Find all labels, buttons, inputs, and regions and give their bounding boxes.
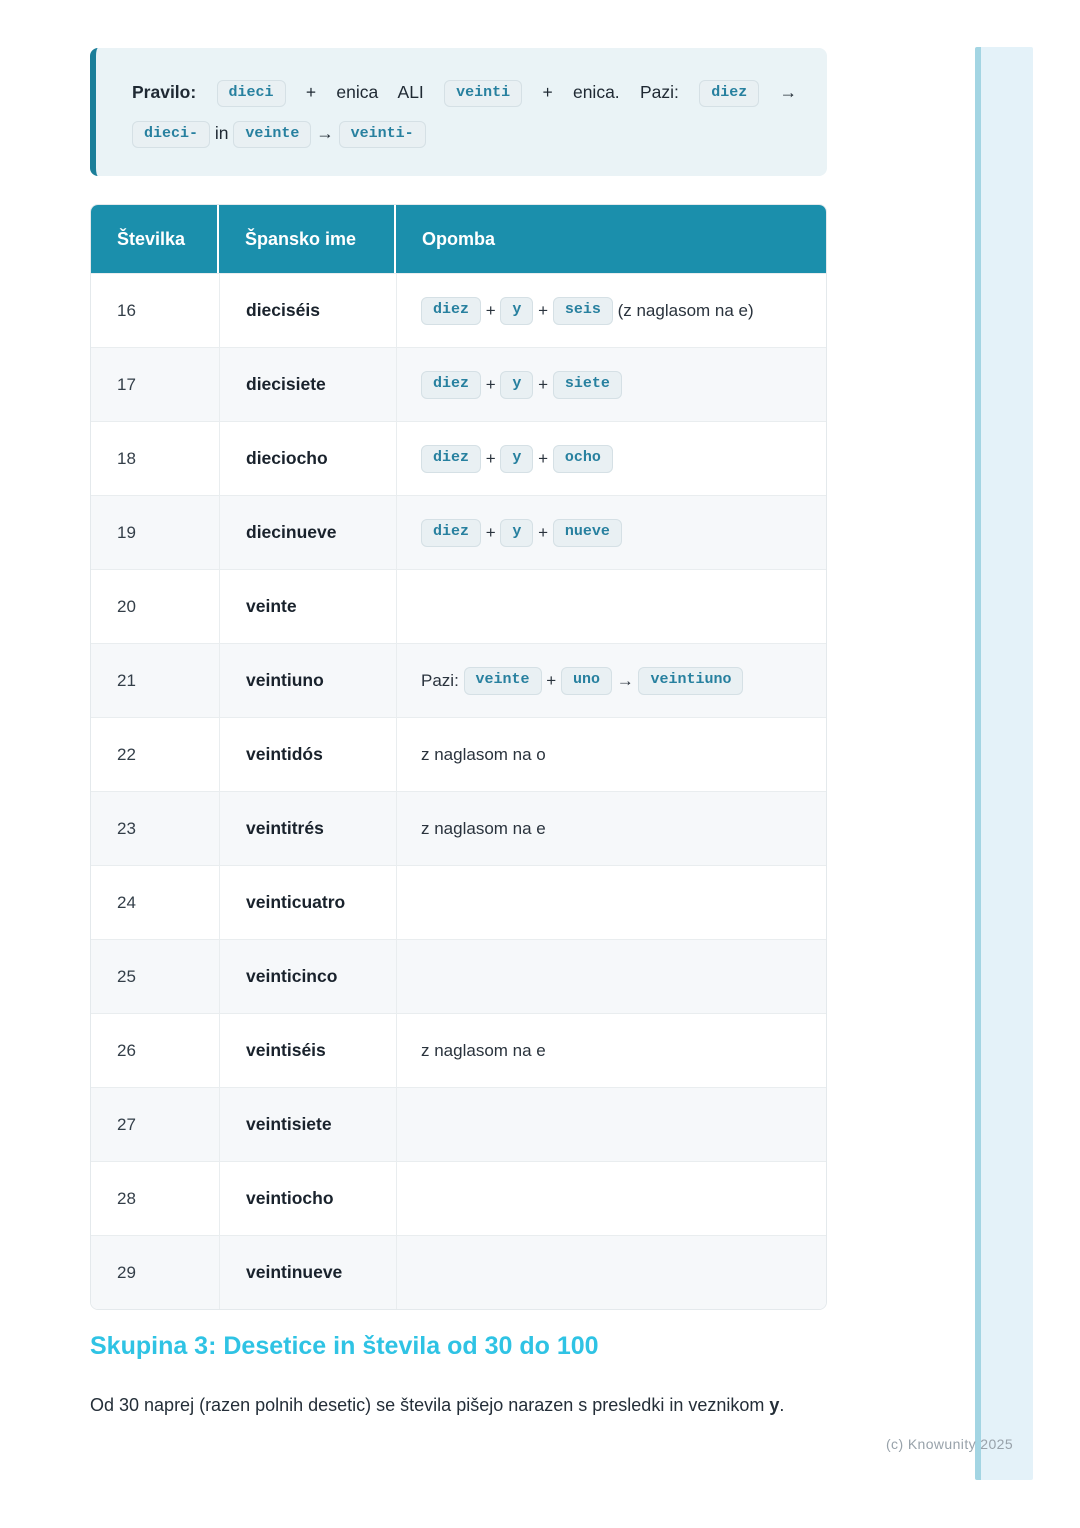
spanish-name: veintidós: [246, 744, 323, 764]
spanish-name-cell: [219, 940, 396, 1013]
code-chip: diez: [421, 297, 481, 325]
note-content: [421, 1033, 546, 1069]
spanish-name: veintitrés: [246, 818, 324, 838]
table-row: [91, 791, 826, 865]
code-chip: dieci-: [132, 121, 210, 149]
table-row: [91, 421, 826, 495]
number-value: 29: [117, 1262, 136, 1282]
note-cell: [396, 1162, 826, 1235]
code-chip: y: [500, 297, 533, 325]
spanish-name-cell: [219, 496, 396, 569]
table-row: [91, 643, 826, 717]
text-run: +: [485, 522, 496, 542]
number-cell: [91, 496, 219, 569]
spanish-name: veintiuno: [246, 670, 324, 690]
code-chip: y: [500, 371, 533, 399]
text-run: +: [538, 448, 549, 468]
table-row: [91, 717, 826, 791]
text-run: + enica. Pazi:: [542, 82, 679, 102]
section-paragraph: [90, 1386, 827, 1425]
number-value: 17: [117, 374, 136, 394]
table-row: [91, 1087, 826, 1161]
code-chip: diez: [421, 445, 481, 473]
text-run: →: [779, 82, 798, 102]
number-value: 24: [117, 892, 136, 912]
bold-text: Pravilo:: [132, 82, 197, 102]
text-run: (z naglasom na e): [617, 300, 754, 320]
table-row: [91, 347, 826, 421]
spanish-name-cell: [219, 718, 396, 791]
number-cell: [91, 274, 219, 347]
text-run: +: [546, 670, 557, 690]
table-body: [91, 273, 826, 1309]
watermark-text: (c) Knowunity 2025: [886, 1436, 1014, 1452]
number-cell: [91, 866, 219, 939]
code-chip: veinte: [464, 667, 542, 695]
rule-callout: [90, 48, 827, 176]
column-header-spansko-ime: Špansko ime: [219, 205, 396, 273]
text-run: +: [485, 448, 496, 468]
number-value: 23: [117, 818, 136, 838]
code-chip: diez: [421, 519, 481, 547]
spanish-name: dieciséis: [246, 300, 320, 320]
spanish-name: veinticuatro: [246, 892, 346, 912]
code-chip: veinti-: [339, 121, 426, 149]
code-chip: seis: [553, 297, 613, 325]
note-cell: [396, 348, 826, 421]
note-content: [421, 811, 546, 847]
rule-line-1: [132, 72, 797, 113]
text-run: Pazi:: [421, 670, 459, 690]
code-chip: y: [500, 445, 533, 473]
text-run: →: [316, 123, 334, 144]
note-cell: [396, 792, 826, 865]
code-chip: veintiuno: [638, 667, 743, 695]
spanish-name: veintinueve: [246, 1262, 343, 1282]
text-run: +: [538, 522, 549, 542]
rule-line-2: [132, 113, 797, 154]
paragraph-bold-y: y: [769, 1395, 780, 1415]
numbers-table: [90, 204, 827, 1310]
section-heading: Skupina 3: Desetice in števila od 30 do 100: [90, 1332, 599, 1360]
note-content: [421, 367, 622, 403]
spanish-name: veintiséis: [246, 1040, 326, 1060]
text-run: +: [538, 300, 549, 320]
table-row: [91, 495, 826, 569]
spanish-name-cell: [219, 1162, 396, 1235]
table-row: [91, 1161, 826, 1235]
spanish-name-cell: [219, 644, 396, 717]
number-value: 21: [117, 670, 136, 690]
code-chip: siete: [553, 371, 622, 399]
number-value: 20: [117, 596, 136, 616]
number-value: 27: [117, 1114, 136, 1134]
number-value: 22: [117, 744, 136, 764]
spanish-name: veinticinco: [246, 966, 338, 986]
number-value: 19: [117, 522, 136, 542]
note-content: [421, 663, 743, 699]
note-cell: [396, 274, 826, 347]
number-cell: [91, 792, 219, 865]
note-cell: [396, 1236, 826, 1309]
number-cell: [91, 348, 219, 421]
code-chip: veinti: [444, 80, 522, 108]
spanish-name-cell: [219, 1014, 396, 1087]
code-chip: ocho: [553, 445, 613, 473]
number-cell: [91, 1236, 219, 1309]
number-cell: [91, 644, 219, 717]
paragraph-period: .: [779, 1395, 785, 1415]
text-run: z naglasom na e: [421, 818, 546, 838]
note-content: [421, 737, 546, 773]
text-run: in: [214, 123, 229, 144]
spanish-name: diecinueve: [246, 522, 337, 542]
code-chip: veinte: [233, 121, 311, 149]
table-header-row: [91, 205, 826, 273]
spanish-name: diecisiete: [246, 374, 326, 394]
table-row: [91, 939, 826, 1013]
spanish-name: dieciocho: [246, 448, 328, 468]
text-run: z naglasom na e: [421, 1040, 546, 1060]
code-chip: diez: [421, 371, 481, 399]
text-run: + enica ALI: [305, 82, 424, 102]
note-cell: [396, 1088, 826, 1161]
text-run: z naglasom na o: [421, 744, 546, 764]
spanish-name-cell: [219, 1088, 396, 1161]
spanish-name-cell: [219, 274, 396, 347]
note-cell: [396, 644, 826, 717]
text-run: +: [538, 374, 549, 394]
note-cell: [396, 940, 826, 1013]
note-content: [421, 515, 622, 551]
note-cell: [396, 422, 826, 495]
text-run: +: [485, 374, 496, 394]
spanish-name-cell: [219, 348, 396, 421]
number-cell: [91, 570, 219, 643]
note-cell: [396, 1014, 826, 1087]
code-chip: y: [500, 519, 533, 547]
code-chip: uno: [561, 667, 612, 695]
number-cell: [91, 1162, 219, 1235]
spanish-name-cell: [219, 422, 396, 495]
note-cell: [396, 496, 826, 569]
text-run: →: [616, 670, 634, 690]
table-row: [91, 569, 826, 643]
spanish-name-cell: [219, 570, 396, 643]
note-cell: [396, 718, 826, 791]
note-content: [421, 293, 754, 329]
number-cell: [91, 940, 219, 1013]
number-value: 16: [117, 300, 136, 320]
column-header-opomba: Opomba: [396, 205, 826, 273]
table-row: [91, 273, 826, 347]
number-cell: [91, 422, 219, 495]
note-cell: [396, 866, 826, 939]
page-margin-bar: [975, 47, 1033, 1480]
number-value: 26: [117, 1040, 136, 1060]
note-cell: [396, 570, 826, 643]
text-run: +: [485, 300, 496, 320]
table-row: [91, 1013, 826, 1087]
number-value: 28: [117, 1188, 136, 1208]
number-value: 18: [117, 448, 136, 468]
code-chip: nueve: [553, 519, 622, 547]
number-cell: [91, 1088, 219, 1161]
number-cell: [91, 718, 219, 791]
code-chip: dieci: [217, 80, 286, 108]
column-header-stevilka: Številka: [91, 205, 219, 273]
spanish-name-cell: [219, 866, 396, 939]
number-value: 25: [117, 966, 136, 986]
spanish-name: veintisiete: [246, 1114, 332, 1134]
code-chip: diez: [699, 80, 759, 108]
table-row: [91, 865, 826, 939]
spanish-name: veinte: [246, 596, 297, 616]
number-cell: [91, 1014, 219, 1087]
table-row: [91, 1235, 826, 1309]
spanish-name-cell: [219, 792, 396, 865]
paragraph-text: Od 30 naprej (razen polnih desetic) se števila pišejo narazen s presledki in veznikom: [90, 1395, 770, 1415]
spanish-name: veintiocho: [246, 1188, 334, 1208]
spanish-name-cell: [219, 1236, 396, 1309]
note-content: [421, 441, 613, 477]
